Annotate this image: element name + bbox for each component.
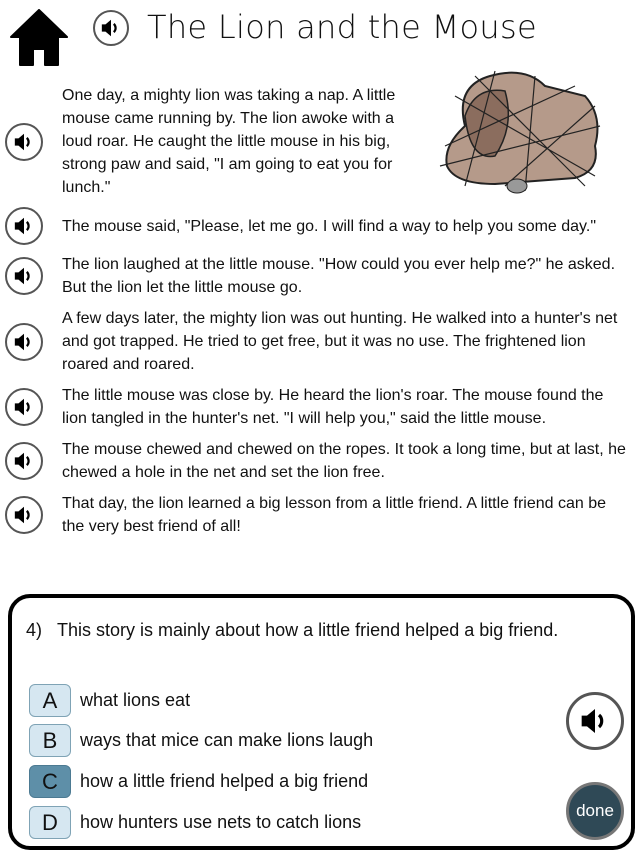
story-paragraph: One day, a mighty lion was taking a nap. A little mouse came running by. The lion awoke with a loud roar. He caught the little mouse in his big, strong paw and said, "I am going to eat you for lunch." — [62, 87, 396, 196]
story-paragraph: That day, the lion learned a big lesson from a little friend. A little friend can be the very best friend of all! — [62, 495, 607, 535]
option-letter-d[interactable]: D — [29, 806, 71, 839]
home-button[interactable] — [10, 9, 68, 67]
page-title: The Lion and the Mouse — [147, 8, 537, 46]
option-letter-b[interactable]: B — [29, 724, 71, 757]
story-paragraph: The lion laughed at the little mouse. "How could you ever help me?" he asked. But the lion let the little mouse go. — [62, 256, 616, 296]
paragraph-audio-button[interactable] — [5, 496, 43, 534]
option-a[interactable] — [29, 684, 190, 717]
speaker-icon — [579, 705, 611, 737]
story-paragraph-row — [5, 384, 635, 430]
story-paragraph-row — [5, 84, 635, 199]
option-b[interactable] — [29, 724, 373, 757]
option-text[interactable]: how a little friend helped a big friend — [80, 771, 369, 791]
option-d[interactable] — [29, 806, 361, 839]
speaker-icon — [13, 450, 35, 472]
question-audio-button[interactable] — [566, 692, 624, 750]
story-text — [5, 84, 635, 538]
story-paragraph: The mouse said, "Please, let me go. I will find a way to help you some day." — [62, 217, 596, 235]
option-letter-a[interactable]: A — [29, 684, 71, 717]
paragraph-audio-button[interactable] — [5, 442, 43, 480]
question-number: 4) — [26, 620, 43, 640]
title-audio-button[interactable] — [93, 10, 129, 46]
paragraph-audio-button[interactable] — [5, 323, 43, 361]
speaker-icon — [100, 17, 122, 39]
story-paragraph-row — [5, 207, 635, 245]
speaker-icon — [13, 265, 35, 287]
question-text: This story is mainly about how a little friend helped a big friend. — [57, 620, 559, 640]
speaker-icon — [13, 215, 35, 237]
paragraph-audio-button[interactable] — [5, 123, 43, 161]
story-paragraph: A few days later, the mighty lion was out hunting. He walked into a hunter's net and got trapped. He tried to get free, but it was no use. The frightened lion roared and roared. — [62, 310, 618, 373]
option-text[interactable]: ways that mice can make lions laugh — [80, 730, 374, 750]
speaker-icon — [13, 396, 35, 418]
speaker-icon — [13, 504, 35, 526]
paragraph-audio-button[interactable] — [5, 207, 43, 245]
story-paragraph: The mouse chewed and chewed on the ropes. It took a long time, but at last, he chewed a hole in the net and set the lion free. — [62, 441, 626, 481]
story-paragraph: The little mouse was close by. He heard the lion's roar. The mouse found the lion tangled in the hunter's net. "I will help you," said the little mouse. — [62, 387, 604, 427]
home-icon — [10, 9, 68, 67]
option-text[interactable]: how hunters use nets to catch lions — [80, 812, 362, 832]
done-button[interactable]: done — [566, 782, 624, 840]
speaker-icon — [13, 131, 35, 153]
story-paragraph-row — [5, 307, 635, 376]
speaker-icon — [13, 331, 35, 353]
story-paragraph-row — [5, 438, 635, 484]
story-paragraph-row — [5, 492, 635, 538]
paragraph-audio-button[interactable] — [5, 388, 43, 426]
story-paragraph-row — [5, 253, 635, 299]
option-letter-c-selected[interactable]: C — [29, 765, 71, 798]
option-text[interactable]: what lions eat — [80, 690, 191, 710]
option-c[interactable] — [29, 765, 368, 798]
question-prompt — [26, 618, 626, 642]
paragraph-audio-button[interactable] — [5, 257, 43, 295]
